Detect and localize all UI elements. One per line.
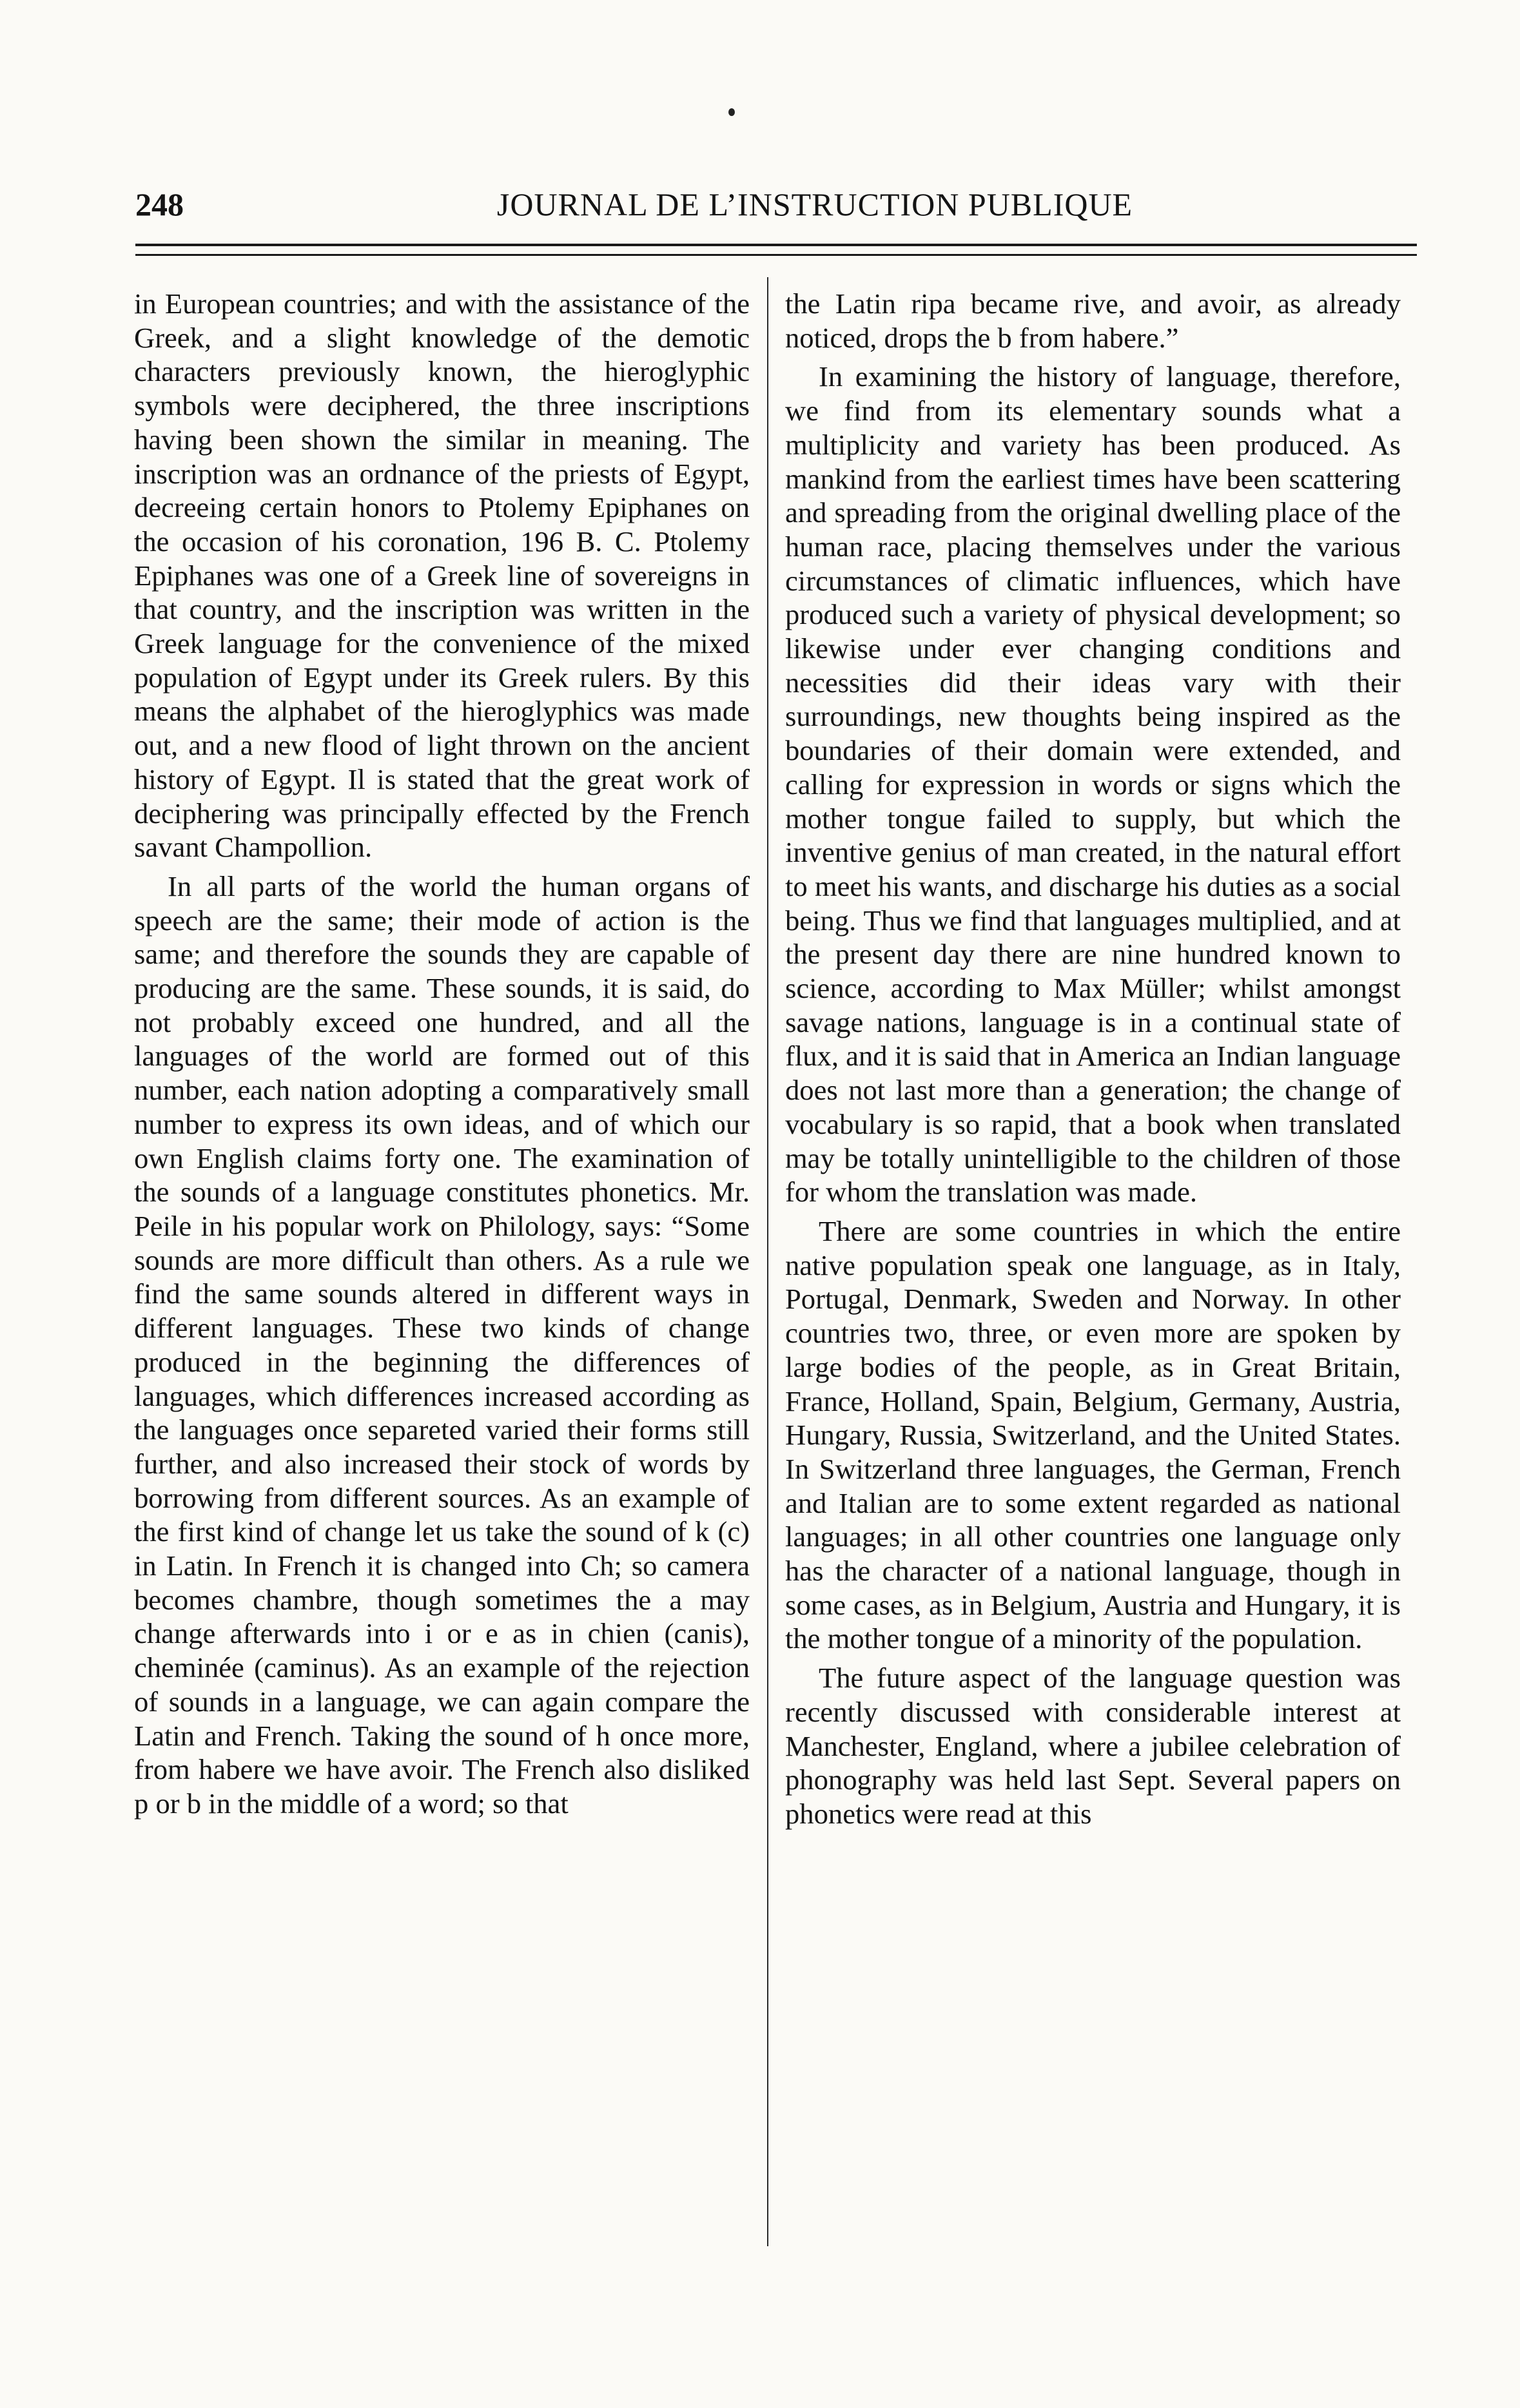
running-title: JOURNAL DE L’INSTRUCTION PUBLIQUE xyxy=(496,186,1133,222)
right-paragraph-4: The future aspect of the language question was recently discussed with considerable interest at Manchester, England, where a jubilee celebration of phonography was held last Sept. Several papers on phonetics were read at this xyxy=(785,1662,1401,1830)
left-paragraph-2: In all parts of the world the human organs of speech are the same; their mode of action is the same; and therefore the sounds they are capable of producing are the same. These sounds, it is said, do not probably exceed one hundred, and all the languages of the world are formed out of this number, each nation adopting a comparatively small number to express its own ideas, and of which our own English claims forty one. The examination of the sounds of a language constitutes phonetics. Mr. Peile in his popular work on Philology, says: “Some sounds are more difficult than others. As a rule we find the same sounds altered in different ways in different languages. These two kinds of change produced in the beginning the differences of languages, which differences increased according as the languages once separeted varied their forms still further, and also increased their stock of words by borrowing from different sources. As an example of the first kind of change let us take the sound of k (c) in Latin. In French it is changed into Ch; so camera becomes chambre, though sometimes the a may change afterwards into i or e as in chien (canis), cheminée (caminus). As an example of the rejection of sounds in a language, we can again compare the Latin and French. Taking the sound of h once more, from habere we have avoir. The French also disliked p or b in the middle of a word; so that xyxy=(134,869,750,1820)
ink-speck xyxy=(728,108,735,116)
right-paragraph-2: In examining the history of language, therefore, we find from its elementary sounds what a multiplicity and variety has been produced. As mankind from the earliest times have been scattering and spreading from the original dwelling place of the human race, placing themselves under the various circumstances of climatic influences, which have produced such a variety of physical development; so likewise under ever changing conditions and necessities did their ideas vary with their surroundings, new thoughts being inspired as the boundaries of their domain were extended, and calling for expression in words or signs which the mother tongue failed to supply, but which the inventive genius of man created, in the natural effort to meet his wants, and discharge his duties as a social being. Thus we find that languages multiplied, and at the present day there are nine hundred known to science, according to Max Müller; whilst amongst savage nations, language is in a continual state of flux, and it is said that in America an Indian language does not last more than a generation; the change of vocabulary is so rapid, that a book when translated may be totally unintelligible to the children of those for whom the translation was made. xyxy=(785,360,1401,1209)
header-rule-bottom xyxy=(135,254,1417,256)
left-column xyxy=(134,287,750,1821)
right-paragraph-3: There are some countries in which the entire native population speak one language, as in Italy, Portugal, Denmark, Sweden and Norway. In other countries two, three, or even more are spoken by large bodies of the people, as in Great Britain, France, Holland, Spain, Belgium, Germany, Austria, Hungary, Russia, Switzerland, and the United States. In Switzerland three languages, the German, French and Italian are to some extent regarded as national languages; in all other countries one language only has the character of a national language, though in some cases, as in Belgium, Austria and Hungary, it is the mother tongue of a minority of the population. xyxy=(785,1214,1401,1655)
right-column xyxy=(785,287,1401,1831)
right-paragraph-1: the Latin ripa became rive, and avoir, as already noticed, drops the b from habere.” xyxy=(785,287,1401,354)
page-header xyxy=(135,182,1417,227)
left-paragraph-1: in European countries; and with the assistance of the Greek, and a slight knowledge of the demotic characters previously known, the hieroglyphic symbols were deciphered, the three inscriptions having been shown the similar in meaning. The inscription was an ordnance of the priests of Egypt, decreeing certain honors to Ptolemy Epiphanes on the occasion of his coronation, 196 B. C. Ptolemy Epiphanes was one of a Greek line of sovereigns in that country, and the inscription was written in the Greek language for the convenience of the mixed population of Egypt under its Greek rulers. By this means the alphabet of the hieroglyphics was made out, and a new flood of light thrown on the ancient history of Egypt. Il is stated that the great work of deciphering was principally effected by the French savant Champollion. xyxy=(134,287,750,864)
column-divider xyxy=(767,277,768,2246)
page-number: 248 xyxy=(135,186,184,222)
header-rule-top xyxy=(135,244,1417,246)
